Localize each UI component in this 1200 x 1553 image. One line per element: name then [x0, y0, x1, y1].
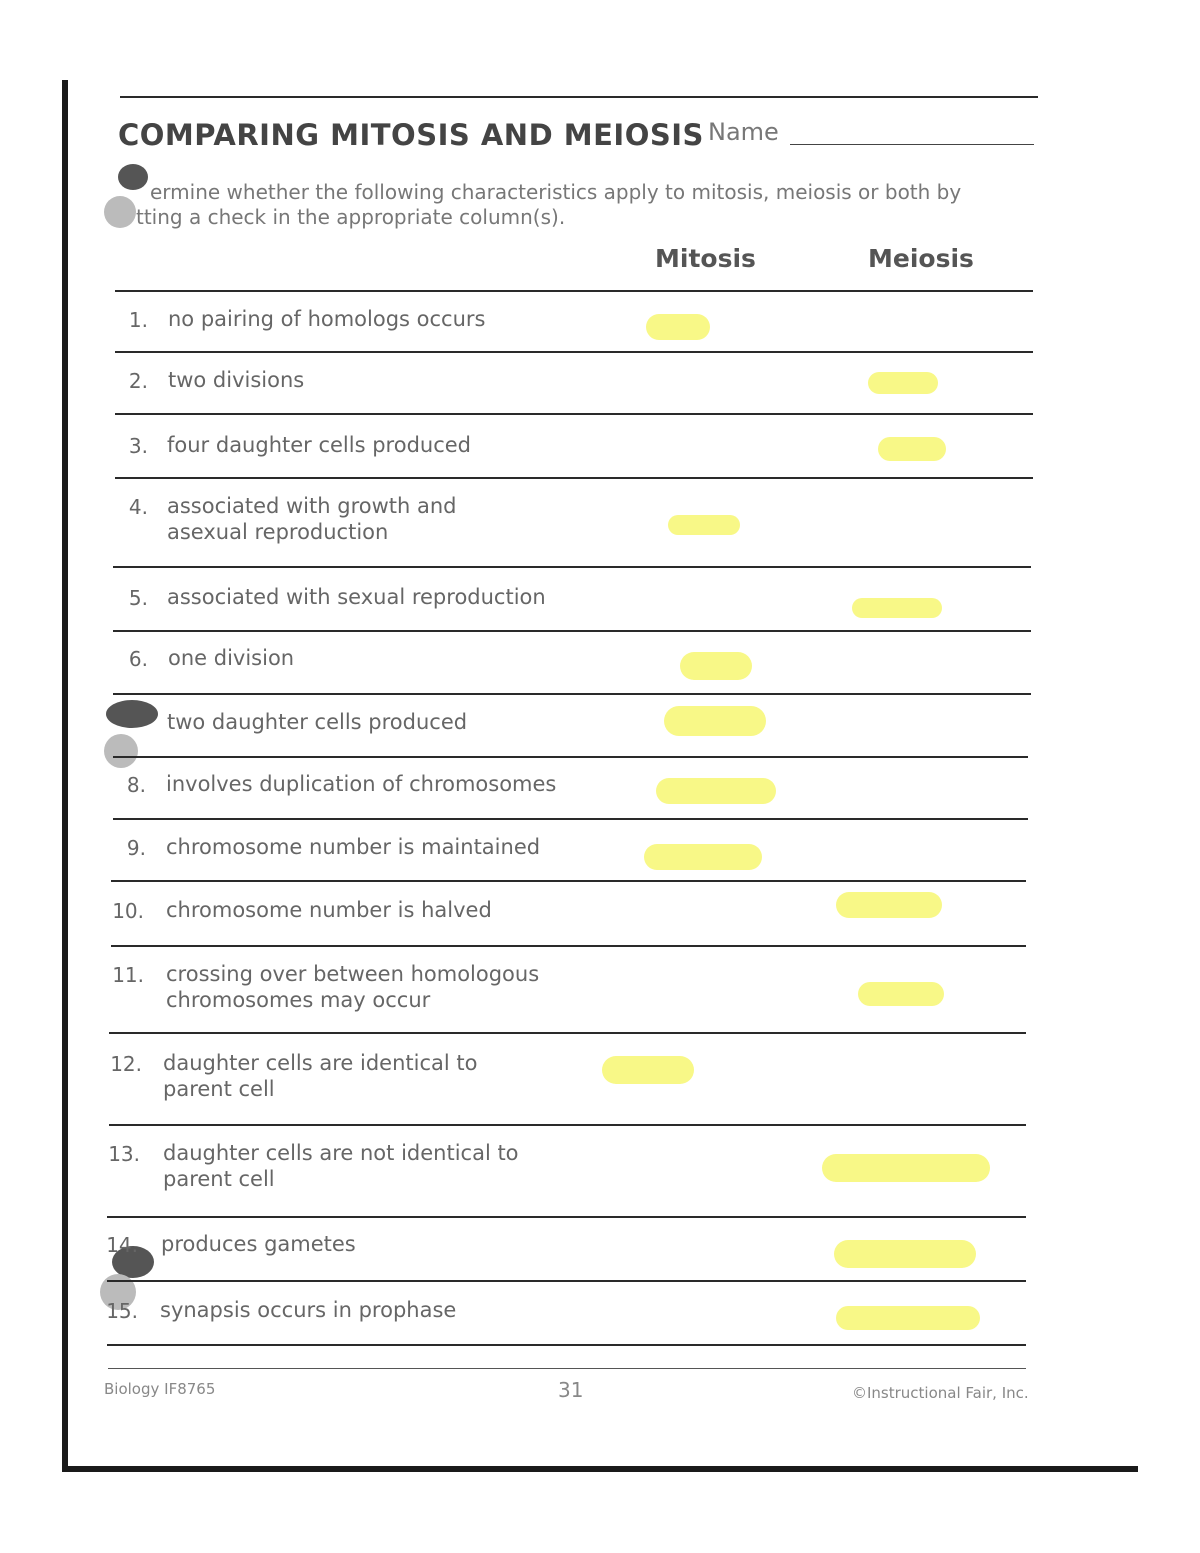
item-number: 6. [128, 647, 148, 671]
item-text-line-1: daughter cells are identical to [163, 1051, 478, 1075]
item-text-line-1: no pairing of homologs occurs [168, 307, 486, 331]
footer-rule [108, 1368, 1026, 1369]
item-text-line-2: parent cell [163, 1167, 275, 1191]
item-text-line-2: parent cell [163, 1077, 275, 1101]
row-divider [111, 880, 1026, 882]
item-text [160, 1297, 456, 1323]
item-text-line-1: synapsis occurs in prophase [160, 1298, 457, 1322]
check-highlight-mark[interactable] [656, 778, 776, 804]
instructions-line-2: tting a check in the appropriate column(s). [136, 205, 566, 229]
check-highlight-mark[interactable] [852, 598, 942, 618]
check-highlight-mark[interactable] [834, 1240, 976, 1268]
item-text-line-1: involves duplication of chromosomes [166, 772, 557, 796]
item-number: 5. [128, 586, 148, 610]
row-divider [115, 477, 1033, 479]
footer-right: ©Instructional Fair, Inc. [852, 1384, 1029, 1402]
item-number: 12. [110, 1052, 142, 1076]
item-number: 13. [108, 1142, 140, 1166]
instructions-line-1: ermine whether the following characteristics apply to mitosis, meiosis or both by [150, 180, 962, 204]
item-number: 3. [128, 434, 148, 458]
item-text-line-1: chromosome number is maintained [166, 835, 541, 859]
item-text-line-1: four daughter cells produced [167, 433, 472, 457]
item-text [166, 961, 539, 1013]
row-divider [107, 1344, 1026, 1346]
check-highlight-mark[interactable] [602, 1056, 694, 1084]
item-number: 9. [126, 836, 146, 860]
item-number: 8. [126, 773, 146, 797]
item-text [167, 432, 471, 458]
item-text-line-1: daughter cells are not identical to [163, 1141, 519, 1165]
item-number: 11. [112, 963, 144, 987]
item-text [163, 1050, 477, 1102]
page-title: COMPARING MITOSIS AND MEIOSIS [118, 118, 704, 152]
item-text-line-1: associated with growth and [167, 494, 457, 518]
item-text-line-1: chromosome number is halved [166, 898, 492, 922]
item-number: 2. [128, 369, 148, 393]
check-highlight-mark[interactable] [822, 1154, 990, 1182]
item-text-line-2: chromosomes may occur [166, 988, 431, 1012]
punch-hole-mark [104, 734, 138, 768]
column-header-meiosis: Meiosis [868, 244, 974, 273]
check-highlight-mark[interactable] [836, 892, 942, 918]
item-text-line-1: two daughter cells produced [167, 710, 468, 734]
row-divider [107, 1216, 1026, 1218]
item-text-line-2: asexual reproduction [167, 520, 389, 544]
row-divider [113, 818, 1028, 820]
check-highlight-mark[interactable] [868, 372, 938, 394]
item-text [161, 1231, 356, 1257]
item-text-line-1: crossing over between homologous [166, 962, 540, 986]
row-divider [113, 630, 1031, 632]
item-text-line-1: two divisions [168, 368, 305, 392]
punch-hole-mark [106, 700, 158, 728]
check-highlight-mark[interactable] [668, 515, 740, 535]
item-text [168, 367, 304, 393]
item-text-line-1: associated with sexual reproduction [167, 585, 546, 609]
top-rule [120, 96, 1038, 98]
row-divider [115, 351, 1033, 353]
punch-hole-mark [118, 164, 148, 190]
row-divider [107, 1280, 1026, 1282]
row-divider [111, 945, 1026, 947]
punch-hole-mark [104, 196, 136, 228]
row-divider [113, 693, 1031, 695]
item-number: 14. [106, 1233, 138, 1257]
item-text [167, 584, 546, 610]
footer-left: Biology IF8765 [104, 1380, 216, 1398]
row-divider [109, 1124, 1026, 1126]
page-bottom-border [62, 1466, 1138, 1472]
name-field-line[interactable] [790, 144, 1034, 145]
item-text [168, 645, 294, 671]
item-number: 15. [106, 1299, 138, 1323]
check-highlight-mark[interactable] [858, 982, 944, 1006]
item-number: 4. [128, 495, 148, 519]
check-highlight-mark[interactable] [646, 314, 710, 340]
row-divider [113, 566, 1031, 568]
item-text [167, 709, 467, 735]
item-number: 10. [112, 899, 144, 923]
item-text [168, 306, 485, 332]
item-text [166, 897, 492, 923]
check-highlight-mark[interactable] [644, 844, 762, 870]
row-divider [113, 756, 1028, 758]
item-text-line-1: one division [168, 646, 295, 670]
item-text [166, 771, 556, 797]
check-highlight-mark[interactable] [836, 1306, 980, 1330]
row-divider [115, 413, 1033, 415]
check-highlight-mark[interactable] [680, 652, 752, 680]
item-text [166, 834, 540, 860]
page-number: 31 [558, 1378, 584, 1402]
item-text [163, 1140, 519, 1192]
check-highlight-mark[interactable] [878, 437, 946, 461]
row-divider [115, 290, 1033, 292]
column-header-mitosis: Mitosis [655, 244, 756, 273]
name-label: Name [708, 118, 779, 146]
check-highlight-mark[interactable] [664, 706, 766, 736]
item-text-line-1: produces gametes [161, 1232, 356, 1256]
page-left-border [62, 80, 68, 1470]
row-divider [109, 1032, 1026, 1034]
item-text [167, 493, 457, 545]
item-number: 1. [128, 308, 148, 332]
